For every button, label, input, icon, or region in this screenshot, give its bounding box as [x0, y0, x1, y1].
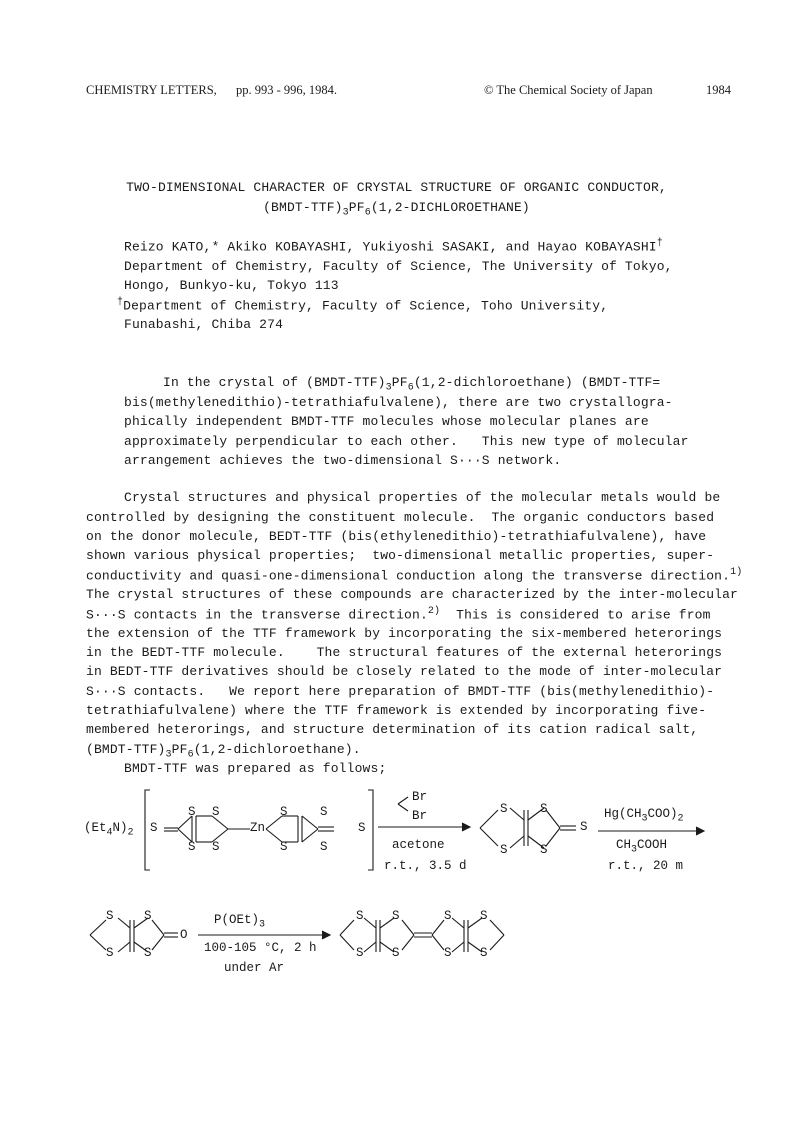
sulfur-atom: S	[356, 909, 364, 923]
body-line: in the BEDT-TTF molecule. The structural features of the external heterorings	[86, 645, 723, 660]
sulfur-atom: S	[280, 840, 288, 854]
body-line: the extension of the TTF framework by incorporating the six-membered heterorings	[86, 626, 723, 641]
sulfur-atom: S	[212, 805, 220, 819]
sulfur-atom: S	[480, 946, 488, 960]
sulfur-atom: S	[392, 946, 400, 960]
reaction-conditions: r.t., 20 m	[608, 859, 684, 873]
page-range: pp. 993 - 996, 1984.	[236, 83, 338, 97]
triethyl-phosphite-reagent: $P(OEt)_3$	[214, 913, 266, 931]
sulfur-atom: S	[280, 805, 288, 819]
affiliation-1-address: Hongo, Bunkyo-ku, Tokyo 113	[124, 278, 339, 293]
mercury-acetate-reagent: $Hg(CH_3COO)_2$	[604, 807, 684, 825]
sulfur-atom: S	[392, 909, 400, 923]
oxygen-atom: O	[180, 928, 188, 942]
sulfur-atom: S	[444, 946, 452, 960]
affiliation-2: †Department of Chemistry, Faculty of Science, Toho University,	[117, 297, 609, 314]
right-bracket	[368, 790, 373, 870]
bromine-atom: Br	[412, 790, 428, 804]
reaction-solvent: acetone	[392, 838, 445, 852]
reaction-temperature: 100-105 °C, 2 h	[204, 941, 317, 955]
sulfur-atom: S	[356, 946, 364, 960]
affiliation-2-address: Funabashi, Chiba 274	[124, 317, 284, 332]
copyright: © The Chemical Society of Japan	[484, 83, 653, 97]
abstract-line: arrangement achieves the two-dimensional S···S network.	[124, 453, 562, 468]
sulfur-atom: S	[188, 805, 196, 819]
sulfur-atom: S	[144, 909, 152, 923]
citation-ref: 2)	[427, 606, 441, 617]
abstract-line: bis(methylenedithio)-tetrathiafulvalene), there are two crystallogra-	[124, 395, 673, 410]
sulfur-atom: S	[320, 805, 328, 819]
abstract-line: phically independent BMDT-TTF molecules whose molecular planes are	[124, 414, 649, 429]
sulfur-atom: S	[106, 946, 114, 960]
body-line: controlled by designing the constituent molecule. The organic conductors based	[86, 510, 715, 525]
sulfur-atom: S	[106, 909, 114, 923]
sulfur-atom: S	[212, 840, 220, 854]
sulfur-atom: S	[500, 843, 508, 857]
citation-ref: 1)	[730, 567, 743, 578]
sulfur-atom: S	[480, 909, 488, 923]
bromine-atom: Br	[412, 809, 428, 823]
zinc-atom: Zn	[250, 821, 266, 835]
body-line: conductivity and quasi-one-dimensional conduction along the transverse direction.$^{1)}$	[86, 567, 743, 584]
sulfur-atom: S	[500, 802, 508, 816]
body-line: $(BMDT-TTF)_3PF_6(1,2-dichloroethane)$.	[86, 742, 361, 761]
sulfur-atom: S	[144, 946, 152, 960]
body-line: BMDT-TTF was prepared as follows;	[124, 761, 387, 776]
body-line: tetrathiafulvalene) where the TTF framework is extended by incorporating five-	[86, 703, 707, 718]
sulfur-atom: S	[540, 843, 548, 857]
abstract-line: approximately perpendicular to each other. This new type of molecular	[124, 434, 689, 449]
reaction-atmosphere: under Ar	[224, 961, 285, 975]
sulfur-atom: S	[188, 840, 196, 854]
sulfur-atom: S	[444, 909, 452, 923]
journal-name: CHEMISTRY LETTERS,	[86, 83, 217, 97]
sulfur-atom: S	[580, 820, 588, 834]
author-list: Reizo KATO,* Akiko KOBAYASHI, Yukiyoshi SASAKI, and Hayao KOBAYASHI†	[124, 238, 663, 255]
header-year: 1984	[706, 83, 731, 97]
paper-title-line1: TWO-DIMENSIONAL CHARACTER OF CRYSTAL STRUCTURE OF ORGANIC CONDUCTOR,	[126, 180, 667, 195]
paper-title-line2: $(BMDT-TTF)_3PF_6(1,2-DICHLOROETHANE)$	[263, 200, 530, 219]
body-line: membered heterorings, and structure determination of its cation radical salt,	[86, 722, 699, 737]
acetic-acid-solvent: $CH_3COOH$	[616, 838, 668, 856]
tetraethylammonium-label: $(Et_4N)_2$	[84, 821, 134, 839]
sulfur-atom: S	[150, 821, 158, 835]
body-line: S···S contacts in the transverse direction.$^{2)}$ This is considered to arise from	[86, 606, 711, 623]
sulfur-atom: S	[540, 802, 548, 816]
body-line: The crystal structures of these compounds are characterized by the inter-molecular	[86, 587, 739, 602]
body-line: on the donor molecule, BEDT-TTF (bis(ethylenedithio)-tetrathiafulvalene), have	[86, 529, 707, 544]
sulfur-atom: S	[320, 840, 328, 854]
body-line: Crystal structures and physical properties of the molecular metals would be	[124, 490, 721, 505]
body-line: in BEDT-TTF derivatives should be closely related to the mode of inter-molecular	[86, 664, 723, 679]
body-line: shown various physical properties; two-dimensional metallic properties, super-	[86, 548, 715, 563]
affiliation-1: Department of Chemistry, Faculty of Science, The University of Tokyo,	[124, 259, 673, 274]
abstract-line: In the crystal of $(BMDT-TTF)_3PF_6(1,2-dichloroethane)$ (BMDT-TTF=	[163, 375, 661, 394]
body-line: S···S contacts. We report here preparation of BMDT-TTF (bis(methylenedithio)-	[86, 684, 715, 699]
sulfur-atom: S	[358, 821, 366, 835]
reaction-conditions: r.t., 3.5 d	[384, 859, 467, 873]
